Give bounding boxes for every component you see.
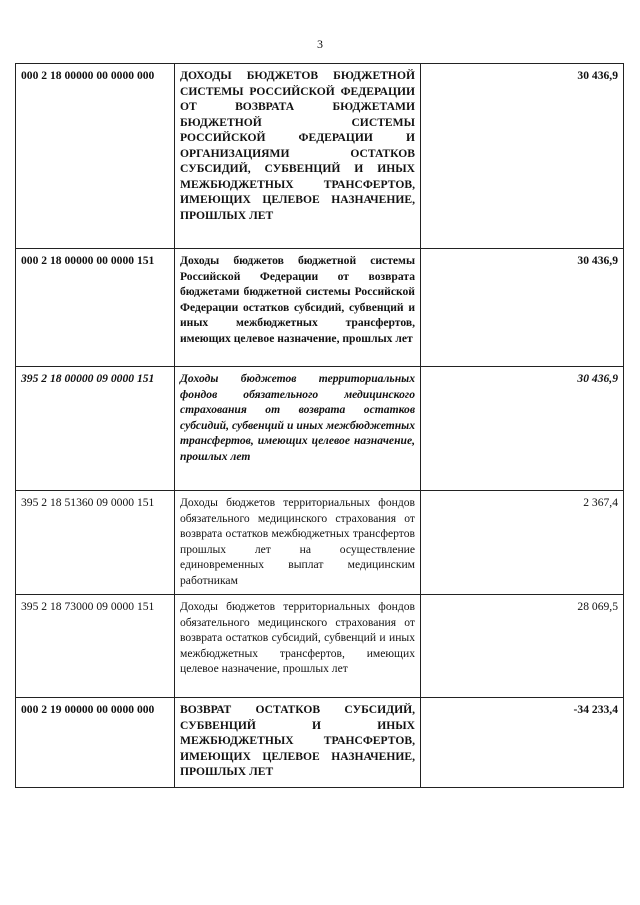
row-name: Доходы бюджетов территориальных фондов обязательного медицинского страхования от возврата остатков субсидий, субвенций и иных межбюджетных трансфертов, имеющих целевое назначение, прошлых лет (175, 367, 421, 491)
row-amount: 30 436,9 (421, 249, 624, 367)
row-name: Доходы бюджетов территориальных фондов обязательного медицинского страхования от возврата остатков субсидий, субвенций и иных межбюджетных трансфертов, имеющих целевое назначение, прошлых лет (175, 595, 421, 698)
row-code: 395 2 18 51360 09 0000 151 (16, 491, 175, 595)
row-amount: 28 069,5 (421, 595, 624, 698)
row-amount: 30 436,9 (421, 367, 624, 491)
row-name: ВОЗВРАТ ОСТАТКОВ СУБСИДИЙ, СУБВЕНЦИЙ И ИНЫХ МЕЖБЮДЖЕТНЫХ ТРАНСФЕРТОВ, ИМЕЮЩИХ ЦЕЛЕВОЕ НАЗНАЧЕНИЕ, ПРОШЛЫХ ЛЕТ (175, 698, 421, 788)
row-amount: -34 233,4 (421, 698, 624, 788)
row-code: 000 2 19 00000 00 0000 000 (16, 698, 175, 788)
table-row (16, 595, 624, 698)
table-row (16, 64, 624, 249)
row-name: Доходы бюджетов территориальных фондов обязательного медицинского страхования от возврата остатков межбюджетных трансфертов прошлых лет на осуществление единовременных выплат медицинским работникам (175, 491, 421, 595)
table-row (16, 698, 624, 788)
table-row (16, 491, 624, 595)
row-code: 000 2 18 00000 00 0000 151 (16, 249, 175, 367)
row-amount: 2 367,4 (421, 491, 624, 595)
budget-table (15, 63, 624, 788)
row-code: 000 2 18 00000 00 0000 000 (16, 64, 175, 249)
row-name: Доходы бюджетов бюджетной системы Российской Федерации от возврата бюджетами бюджетной системы Российской Федерации остатков субсидий, субвенций и иных межбюджетных трансфертов, имеющих целевое назначение, прошлых лет (175, 249, 421, 367)
row-code: 395 2 18 00000 09 0000 151 (16, 367, 175, 491)
table-row (16, 367, 624, 491)
table-row (16, 249, 624, 367)
row-amount: 30 436,9 (421, 64, 624, 249)
row-code: 395 2 18 73000 09 0000 151 (16, 595, 175, 698)
page-number: 3 (317, 37, 323, 51)
row-name: ДОХОДЫ БЮДЖЕТОВ БЮДЖЕТНОЙ СИСТЕМЫ РОССИЙСКОЙ ФЕДЕРАЦИИ ОТ ВОЗВРАТА БЮДЖЕТАМИ БЮДЖЕТНОЙ СИСТЕМЫ РОССИЙСКОЙ ФЕДЕРАЦИИ И ОРГАНИЗАЦИЯМИ ОСТАТКОВ СУБСИДИЙ, СУБВЕНЦИЙ И ИНЫХ МЕЖБЮДЖЕТНЫХ ТРАНСФЕРТОВ, ИМЕЮЩИХ ЦЕЛЕВОЕ НАЗНАЧЕНИЕ, ПРОШЛЫХ ЛЕТ (175, 64, 421, 249)
